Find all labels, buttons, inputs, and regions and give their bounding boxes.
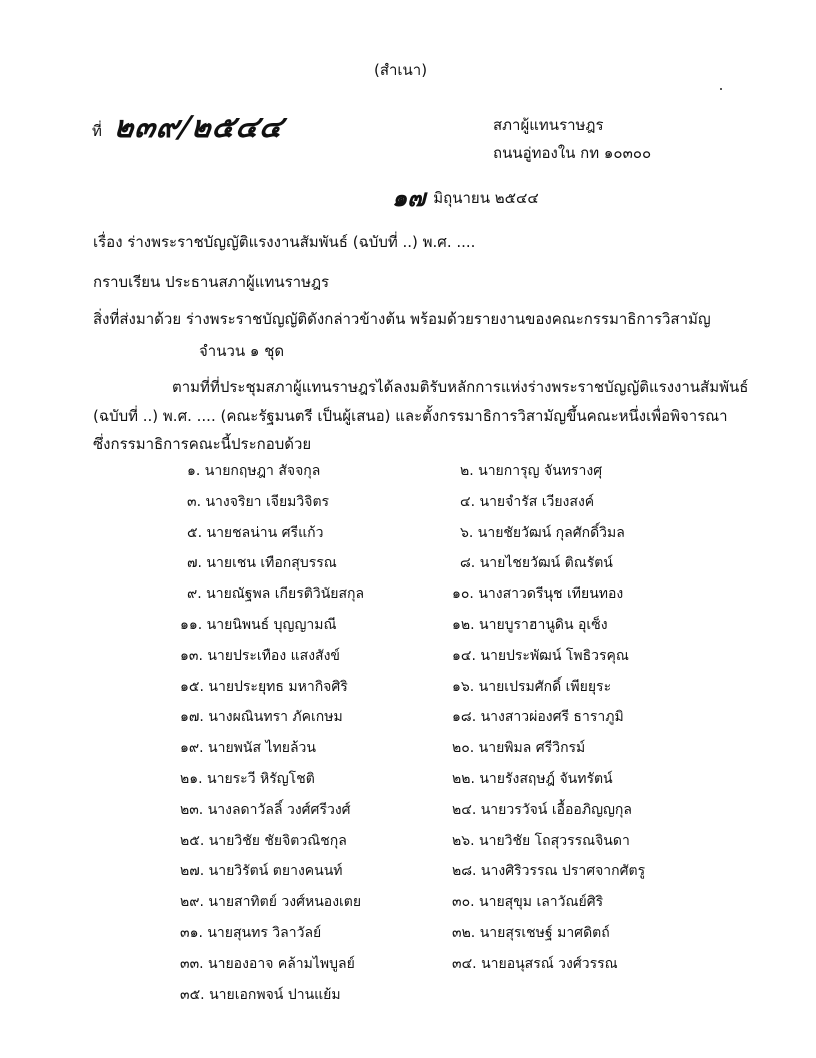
member-item: ๑๗. นางผณินทรา ภัคเกษม bbox=[180, 709, 343, 726]
member-item: ๓๓. นายองอาจ คล้ามไพบูลย์ bbox=[180, 955, 355, 972]
member-item: ๔. นายจำรัส เวียงสงค์ bbox=[460, 493, 595, 510]
member-item: ๒๒. นายรังสฤษฎ์ จันทรัตน์ bbox=[452, 771, 613, 787]
member-item: ๒๘. นางศิริวรรณ ปราศจากศัตรู bbox=[452, 863, 646, 880]
member-item: ๒๑. นายระวี หิรัญโชติ bbox=[180, 771, 315, 787]
ref-number: ๒๓๙/๒๕๔๔ bbox=[111, 110, 286, 145]
member-item: ๓๕. นายเอกพจน์ ปานแย้ม bbox=[180, 986, 341, 1003]
member-item: ๒๐. นายพิมล ศรีวิกรม์ bbox=[452, 740, 586, 757]
member-item: ๒๗. นายวิรัตน์ ตยางคนนท์ bbox=[180, 863, 343, 880]
enclosure-line: สิ่งที่ส่งมาด้วย ร่างพระราชบัญญัติดังกล่าวข้างต้น พร้อมด้วยรายงานของคณะกรรมาธิการวิสามัญ bbox=[93, 310, 711, 328]
body-line-1: ตามที่ที่ประชุมสภาผู้แทนราษฎรได้ลงมติรับหลักการแห่งร่างพระราชบัญญัติแรงงานสัมพันธ์ bbox=[172, 378, 749, 396]
org-name: สภาผู้แทนราษฎร bbox=[493, 116, 604, 134]
org-address: ถนนอู่ทองใน กท ๑๐๓๐๐ bbox=[493, 144, 652, 162]
subject-line: เรื่อง ร่างพระราชบัญญัติแรงงานสัมพันธ์ (ฉบับที่ ..) พ.ศ. .... bbox=[93, 233, 476, 251]
member-item: ๒๔. นายวรวัจน์ เอื้ออภิญญกุล bbox=[452, 801, 632, 818]
member-item: ๓๔. นายอนุสรณ์ วงศ์วรรณ bbox=[452, 955, 618, 972]
body-line-3: ซึ่งกรรมาธิการคณะนี้ประกอบด้วย bbox=[93, 435, 312, 453]
member-item: ๑๘. นางสาวผ่องศรี ธาราภูมิ bbox=[452, 709, 624, 726]
member-item: ๑๔. นายประพัฒน์ โพธิวรคุณ bbox=[452, 647, 629, 664]
copy-title: (สำเนา) bbox=[374, 61, 428, 79]
member-item: ๒๕. นายวิชัย ชัยจิตวณิชกุล bbox=[180, 832, 347, 849]
member-item: ๑๖. นายเปรมศักดิ์ เพียยุระ bbox=[452, 678, 612, 695]
letter-date bbox=[392, 178, 539, 217]
member-item: ๗. นายเชน เทือกสุบรรณ bbox=[187, 555, 337, 572]
member-item: ๓๒. นายสุรเชษฐ์ มาศดิตถ์ bbox=[452, 925, 610, 941]
member-item: ๓. นางจริยา เจียมวิจิตร bbox=[187, 493, 330, 510]
member-item: ๑๐. นางสาวดรีนุช เทียนทอง bbox=[452, 586, 624, 603]
member-item: ๙. นายณัฐพล เกียรติวินัยสกุล bbox=[187, 586, 365, 603]
member-item: ๒๖. นายวิชัย โถสุวรรณจินดา bbox=[452, 832, 630, 849]
member-item: ๑๑. นายนิพนธ์ บุญญามณี bbox=[180, 617, 337, 633]
scan-speck bbox=[720, 88, 722, 90]
member-item: ๒๓. นางลดาวัลลิ์ วงศ์ศรีวงศ์ bbox=[180, 801, 351, 818]
member-item: ๑๒. นายบูราฮานูดิน อุเซ็ง bbox=[452, 617, 608, 633]
member-item: ๑๕. นายประยุทธ มหากิจศิริ bbox=[180, 678, 348, 695]
date-day: ๑๗ bbox=[392, 183, 426, 212]
member-item: ๑๙. นายพนัส ไทยล้วน bbox=[180, 740, 316, 757]
member-item: ๕. นายชลน่าน ศรีแก้ว bbox=[187, 524, 324, 541]
enclosure-count: จำนวน ๑ ชุด bbox=[199, 342, 285, 360]
member-item: ๑๓. นายประเทือง แสงสังข์ bbox=[180, 647, 340, 664]
member-item: ๓๑. นายสุนทร วิลาวัลย์ bbox=[180, 925, 322, 941]
member-item: ๒๙. นายสาทิตย์ วงศ์หนองเตย bbox=[180, 894, 362, 911]
body-line-2: (ฉบับที่ ..) พ.ศ. .... (คณะรัฐมนตรี เป็นผู้เสนอ) และตั้งกรรมาธิการวิสามัญขึ้นคณะหนึ่งเพื่อพิจารณา bbox=[93, 407, 728, 425]
member-item: ๒. นายการุญ จันทรางศุ bbox=[460, 463, 603, 479]
ref-label: ที่ bbox=[92, 122, 102, 140]
member-item: ๘. นายไชยวัฒน์ ติณรัตน์ bbox=[460, 555, 613, 572]
member-item: ๑. นายกฤษฎา สัจจกุล bbox=[187, 463, 321, 479]
date-month-year: มิถุนายน ๒๕๔๔ bbox=[433, 189, 539, 207]
salutation: กราบเรียน ประธานสภาผู้แทนราษฎร bbox=[93, 273, 330, 291]
member-item: ๖. นายชัยวัฒน์ กุลศักดิ์วิมล bbox=[460, 524, 625, 541]
member-item: ๓๐. นายสุขุม เลาวัณย์ศิริ bbox=[452, 894, 604, 911]
